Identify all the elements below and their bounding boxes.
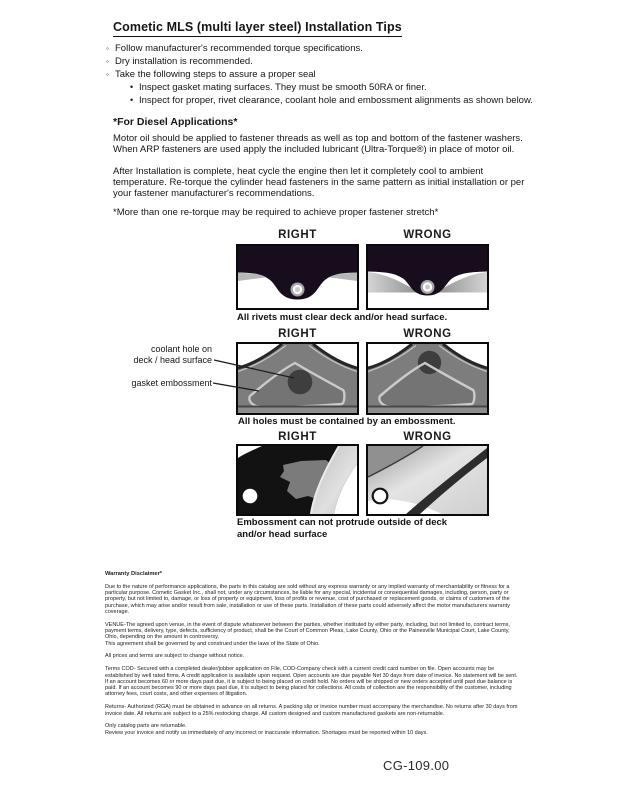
figure-embossment-right (236, 342, 359, 415)
warranty-paragraph: All prices and terms are subject to change without notice. (105, 653, 245, 660)
warranty-paragraph: Review your invoice and notify us immediately of any incorrect or inaccurate information. Shortages must be reported within 10 days. (105, 729, 428, 736)
warranty-paragraph: Returns- Authorized (RGA) must be obtained in advance on all returns. A packing slip or invoice number must accompany the merchandise. No returns after 30 days from invoice date. All returns are subject to a 25% restocking charge. All custom designed and custom manufactured gaskets are non-returnable. (105, 704, 518, 717)
warranty-paragraph: VENUE-The agreed upon venue, in the event of dispute whatsoever between the parties, whether instituted by either party, including, but not limited to, contract terms, payment terms, delivery, type, defects, sufficiency of product, shall be the Court of Common Pleas, Lake County, Ohio or the Painesville Municipal Court, Lake County, Ohio, depending on the amount in controversy. (105, 621, 510, 641)
figure-rivet-wrong (366, 244, 489, 310)
warranty-paragraph: Due to the nature of performance applications, the parts in this catalog are sold without any express warranty or any implied warranty of merchantability or fitness for a particular purpose. Cometic Gasket Inc., shall not, under any circumstances, be liable for any special, incidental or consequential damages, including, person, party or property, but not limited to, damage, or loss of property or equipment, loss of profits or revenue, cost of purchased or replacement goods, or claims of customers of the purchase, which may arise and/or result from sale, installation or use of these parts. Installation of these parts could adversely affect the motor manufacturers warranty coverage. (105, 583, 510, 615)
warranty-disclaimer (105, 571, 521, 736)
rivet-clears-deck-illustration (238, 246, 357, 308)
figure-embossment-wrong (366, 342, 489, 415)
dot-bullet-marker: • (130, 95, 134, 105)
dot-bullet-marker: • (130, 82, 134, 92)
installation-tips-list (106, 42, 576, 107)
diesel-section-heading: *For Diesel Applications* (113, 116, 238, 128)
caption-rivets: All rivets must clear deck and/or head surface. (237, 312, 448, 323)
embossment-protrudes-illustration (368, 446, 487, 514)
list-item-text: Take the following steps to assure a proper seal (115, 69, 316, 80)
list-item-text: Inspect for proper, rivet clearance, coolant hole and embossment alignments as shown below. (139, 95, 533, 106)
rivet-touches-deck-illustration (368, 246, 487, 308)
page-code: CG-109.00 (383, 758, 450, 773)
annotation-gasket-embossment: gasket embossment (131, 378, 212, 388)
right-label: RIGHT (278, 229, 317, 241)
wrong-label: WRONG (403, 328, 452, 340)
list-item (106, 42, 576, 55)
warranty-paragraph: Only catalog parts are returnable. (105, 723, 187, 730)
circle-bullet-marker: ◦ (106, 44, 109, 53)
wrong-label: WRONG (403, 229, 452, 241)
circle-bullet-marker: ◦ (106, 57, 109, 66)
warranty-paragraph: This agreement shall be governed by and construed under the laws of the State of Ohio. (105, 640, 320, 647)
paragraph-heat-cycle: After Installation is complete, heat cycle the engine then let it completely cool to ambient temperature. Re-torque the cylinder head fasteners in the same pattern as initial installation or per your fastener manufacturer's recommendations. (113, 166, 525, 199)
page-title: Cometic MLS (multi layer steel) Installation Tips (113, 20, 402, 37)
figure-rivet-right (236, 244, 359, 310)
coolant-hole-inside-embossment-illustration (238, 344, 357, 413)
paragraph-motor-oil: Motor oil should be applied to fastener threads as well as top and bottom of the fastener washers. When ARP fasteners are used apply the included lubricant (Ultra-Torque®) in place of motor oil. (113, 133, 523, 155)
paragraph-retorque-note: *More than one re-torque may be required to achieve proper fastener stretch* (113, 207, 439, 218)
sub-list-item (130, 81, 576, 94)
list-item-text: Dry installation is recommended. (115, 56, 253, 67)
figure-deck-edge-wrong (366, 444, 489, 516)
coolant-hole-outside-embossment-illustration (368, 344, 487, 413)
list-item (106, 68, 576, 81)
circle-bullet-marker: ◦ (106, 70, 109, 79)
annotation-coolant-hole: coolant hole on deck / head surface (133, 344, 212, 365)
right-label: RIGHT (278, 431, 317, 443)
embossment-inside-deck-illustration (238, 446, 357, 514)
wrong-label: WRONG (403, 431, 452, 443)
sub-list-item (130, 94, 576, 107)
warranty-paragraph: Terms COD- Secured with a completed dealer/jobber application on File, COD-Company check with a current credit card number on file. Open accounts may be established by well rated firms. A credit application is available upon request. Open accounts are due payable Net 30 days from date of invoice. No statement will be sent. If an account becomes 60 or more days past due, it is subject to being placed on credit hold. No orders will be shipped or new orders accepted until past due balance is paid. If an account becomes 90 or more days past due, it is subject to being placed for collections. All costs of collection are the responsibility of the customer, including attorney fees, court costs, and other expenses of litigation. (105, 666, 518, 698)
caption-protrude: Embossment can not protrude outside of deck and/or head surface (237, 517, 448, 540)
list-item-text: Follow manufacturer's recommended torque specifications. (115, 43, 363, 54)
figure-deck-edge-right (236, 444, 359, 516)
list-item (106, 55, 576, 68)
list-item-text: Inspect gasket mating surfaces. They must be smooth 50RA or finer. (139, 82, 427, 93)
warranty-heading: Warranty Disclaimer* (105, 571, 163, 577)
caption-holes: All holes must be contained by an embossment. (238, 416, 456, 427)
right-label: RIGHT (278, 328, 317, 340)
